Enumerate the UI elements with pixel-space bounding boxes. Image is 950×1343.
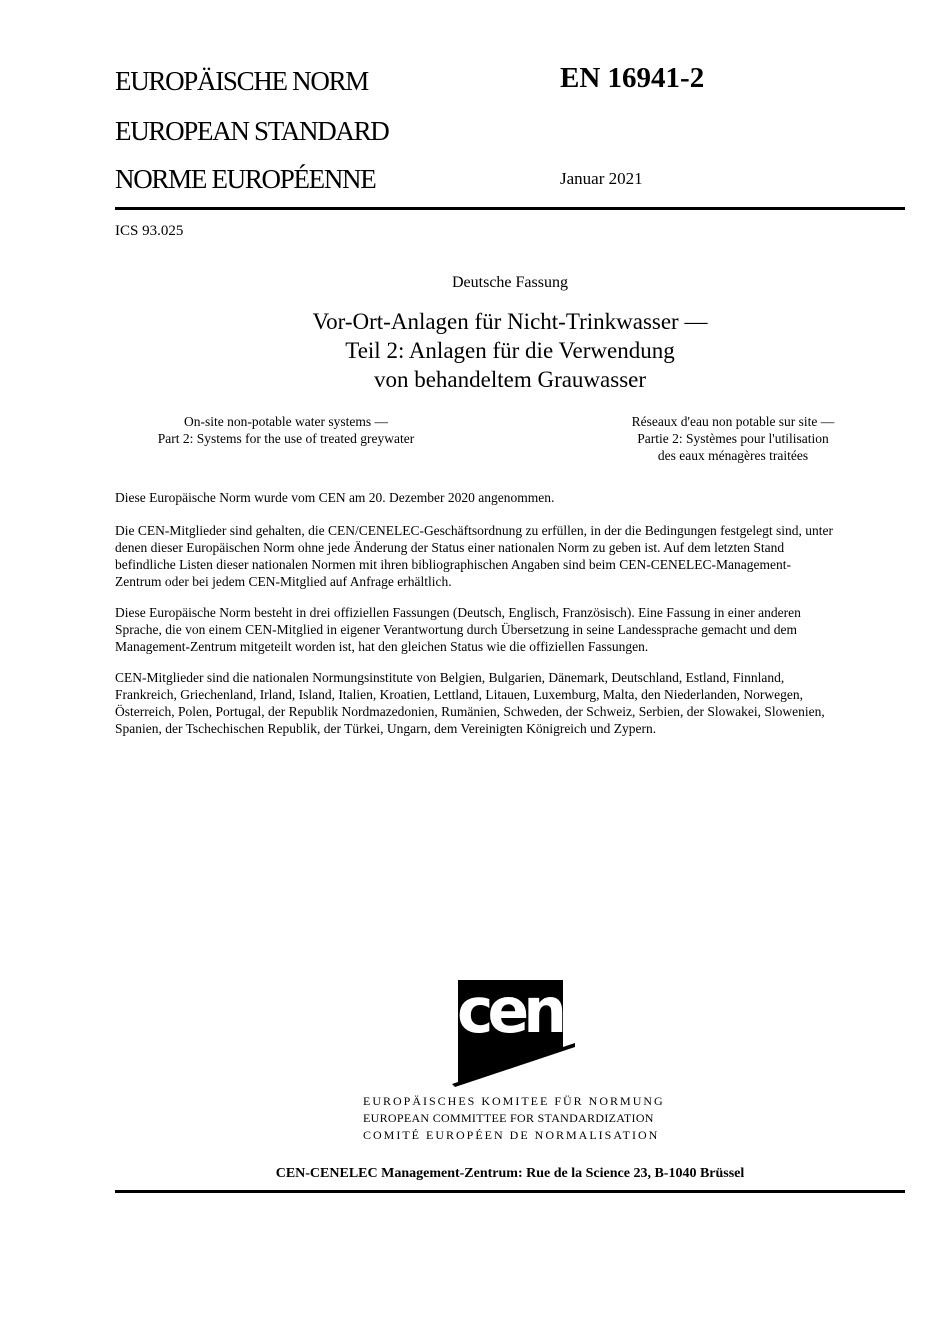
version-label: Deutsche Fassung bbox=[452, 274, 568, 291]
rules-paragraph bbox=[115, 522, 915, 590]
main-title-line: Vor-Ort-Anlagen für Nicht-Trinkwasser — bbox=[312, 309, 708, 334]
header-divider bbox=[115, 207, 905, 210]
french-title bbox=[553, 413, 913, 464]
norm-label-french: NORME EUROPÉENNE bbox=[115, 164, 376, 194]
english-title bbox=[106, 413, 466, 447]
paragraph-line: CEN-Mitglieder sind die nationalen Normungsinstitute von Belgien, Bulgarien, Dänemark, Deutschland, Estland, Finnland, bbox=[115, 670, 785, 685]
paragraph-line: befindliche Listen dieser nationalen Normen mit ihren bibliographischen Angaben sind beim CEN-CENELEC-Management- bbox=[115, 557, 791, 572]
french-title-line: Partie 2: Systèmes pour l'utilisation bbox=[637, 431, 829, 446]
publication-date: Januar 2021 bbox=[560, 169, 643, 188]
norm-label-german: EUROPÄISCHE NORM bbox=[115, 66, 368, 96]
adoption-paragraph bbox=[115, 489, 915, 506]
english-title-line: On-site non-potable water systems — bbox=[184, 414, 388, 429]
paragraph-line: Diese Europäische Norm wurde vom CEN am 20. Dezember 2020 angenommen. bbox=[115, 490, 555, 505]
french-title-line: des eaux ménagères traitées bbox=[657, 448, 809, 463]
english-title-line: Part 2: Systems for the use of treated greywater bbox=[157, 431, 415, 446]
paragraph-line: Frankreich, Griechenland, Irland, Island, Italien, Kroatien, Lettland, Litauen, Luxemburg, Malta, den Niederlanden, Norwegen, bbox=[115, 687, 804, 702]
main-title-line: von behandeltem Grauwasser bbox=[373, 367, 647, 392]
committee-name-english: EUROPEAN COMMITTEE FOR STANDARDIZATION bbox=[363, 1111, 654, 1125]
paragraph-line: Österreich, Polen, Portugal, der Republik Nordmazedonien, Rumänien, Schweden, der Schweiz, Serbien, der Slowakei, Slowenien, bbox=[115, 704, 825, 719]
paragraph-line: Spanien, der Tschechischen Republik, der Türkei, Ungarn, dem Vereinigten Königreich und Zypern. bbox=[115, 721, 657, 736]
paragraph-line: Sprache, die von einem CEN-Mitglied in eigener Verantwortung durch Übersetzung in seine Landessprache gemacht und dem bbox=[115, 622, 798, 637]
logo-text: cen bbox=[457, 980, 563, 1047]
main-title-line: Teil 2: Anlagen für die Verwendung bbox=[345, 338, 675, 363]
members-paragraph bbox=[115, 669, 915, 737]
management-centre-address: CEN-CENELEC Management-Zentrum: Rue de la Science 23, B-1040 Brüssel bbox=[275, 1166, 745, 1181]
versions-paragraph bbox=[115, 604, 915, 655]
norm-label-english: EUROPEAN STANDARD bbox=[115, 116, 389, 146]
paragraph-line: Die CEN-Mitglieder sind gehalten, die CEN/CENELEC-Geschäftsordnung zu erfüllen, in der die Bedingungen festgelegt sind, unter bbox=[115, 523, 833, 538]
paragraph-line: Management-Zentrum mitgeteilt worden ist, hat den gleichen Status wie die offiziellen Fassungen. bbox=[115, 639, 649, 654]
ics-code: ICS 93.025 bbox=[115, 223, 184, 239]
paragraph-line: Diese Europäische Norm besteht in drei offiziellen Fassungen (Deutsch, Englisch, Französisch). Eine Fassung in einer anderen bbox=[115, 605, 801, 620]
footer-divider bbox=[115, 1190, 905, 1193]
main-title bbox=[210, 307, 810, 394]
paragraph-line: denen dieser Europäischen Norm ohne jede Änderung der Status einer nationalen Norm zu geben ist. Auf dem letzten Stand bbox=[115, 540, 785, 555]
french-title-line: Réseaux d'eau non potable sur site — bbox=[631, 414, 835, 429]
committee-name-french: COMITÉ EUROPÉEN DE NORMALISATION bbox=[363, 1128, 660, 1142]
standard-number: EN 16941-2 bbox=[560, 62, 705, 94]
committee-name-german: EUROPÄISCHES KOMITEE FÜR NORMUNG bbox=[363, 1094, 665, 1108]
paragraph-line: Zentrum oder bei jedem CEN-Mitglied auf Anfrage erhältlich. bbox=[115, 574, 452, 589]
cen-logo bbox=[445, 980, 580, 1088]
